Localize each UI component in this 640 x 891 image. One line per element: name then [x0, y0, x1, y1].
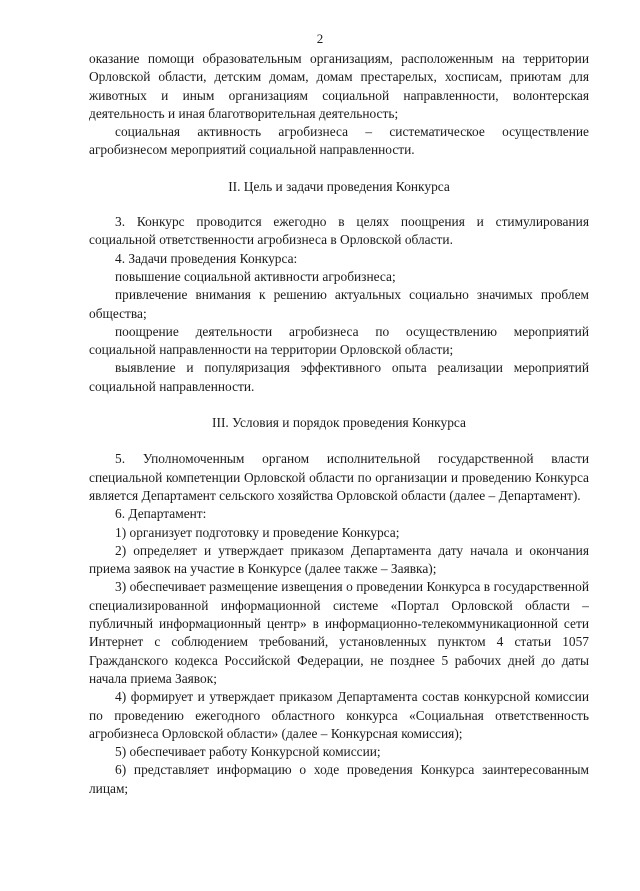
- paragraph: повышение социальной активности агробизнеса;: [115, 268, 396, 284]
- section-heading-3: III. Условия и порядок проведения Конкурса: [212, 415, 466, 431]
- section-heading-2: II. Цель и задачи проведения Конкурса: [228, 178, 450, 194]
- paragraph: 6. Департамент:: [115, 506, 207, 522]
- paragraph: 4) формирует и утверждает приказом Департамента состав конкурсной комиссии по проведению ежегодного областного конкурса «Социальная ответственность агробизнеса Орловской области» (далее – Конкурсная комиссия);: [89, 689, 589, 741]
- paragraph: 5. Уполномоченным органом исполнительной государственной власти специальной компетенции Орловской области по организации и проведению Конкурса является Департамент сельского хозяйства Орловской области (далее – Департамент).: [89, 451, 589, 503]
- paragraph: оказание помощи образовательным организациям, расположенным на территории Орловской области, детским домам, домам престарелых, хосписам, приютам для животных и иным организациям социальной направленности, волонтерская деятельность и иная благотворительная деятельность;: [89, 51, 589, 121]
- paragraph: привлечение внимания к решению актуальных социально значимых проблем общества;: [89, 287, 589, 321]
- paragraph: 5) обеспечивает работу Конкурсной комиссии;: [115, 744, 381, 760]
- paragraph: 3) обеспечивает размещение извещения о проведении Конкурса в государственной специализированной информационной системе «Портал Орловской области – публичный информационный центр» в информационно-телекоммуникационной сети Интернет с соблюдением требований, установленных пунктом 4 статьи 1057 Гражданского кодекса Российской Федерации, не позднее 5 рабочих дней до даты начала приема Заявок;: [89, 579, 589, 686]
- paragraph: 6) представляет информацию о ходе проведения Конкурса заинтересованным лицам;: [89, 762, 589, 796]
- paragraph: социальная активность агробизнеса – систематическое осуществление агробизнесом мероприятий социальной направленности.: [89, 124, 589, 158]
- paragraph: выявление и популяризация эффективного опыта реализации мероприятий социальной направленности.: [89, 360, 589, 394]
- page-number: 2: [316, 31, 324, 46]
- paragraph: 1) организует подготовку и проведение Конкурса;: [115, 524, 400, 540]
- paragraph: 4. Задачи проведения Конкурса:: [115, 250, 298, 266]
- paragraph: 3. Конкурс проводится ежегодно в целях поощрения и стимулирования социальной ответственности агробизнеса в Орловской области.: [89, 214, 589, 248]
- document-body: [89, 50, 589, 798]
- paragraph: 2) определяет и утверждает приказом Департамента дату начала и окончания приема заявок на участие в Конкурсе (далее также – Заявка);: [89, 542, 589, 577]
- paragraph: поощрение деятельности агробизнеса по осуществлению мероприятий социальной направленности на территории Орловской области;: [89, 323, 589, 358]
